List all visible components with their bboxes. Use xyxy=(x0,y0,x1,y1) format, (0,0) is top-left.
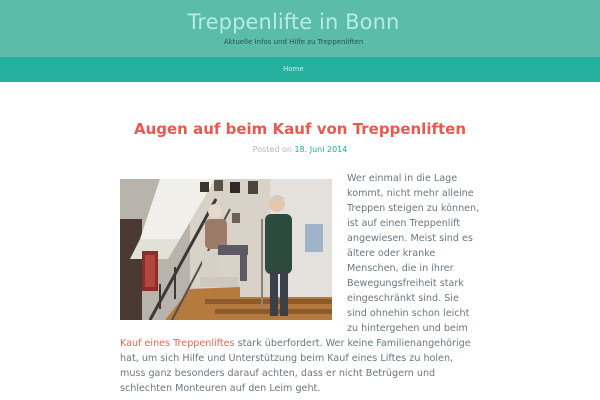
nav-home-link[interactable]: Home xyxy=(283,65,304,73)
post-date-link[interactable]: 18. Juni 2014 xyxy=(294,145,348,154)
post-title[interactable]: Augen auf beim Kauf von Treppenliften xyxy=(133,120,467,138)
site-tagline: Aktuelle Infos und Hilfe zu Treppenliften xyxy=(223,38,364,46)
post-body-text-2: stark überfordert. Wer keine Familienangehörige hat, um sich Hilfe und Unterstützung beim Kauf eines Liftes zu holen, muss ganz besonders darauf achten, dass er nicht Betrügern und schlechten Monteuren auf den Leim geht. xyxy=(120,338,471,394)
site-title[interactable]: Treppenlifte in Bonn xyxy=(187,10,400,34)
post-meta xyxy=(0,145,600,154)
kauf-treppenlift-link[interactable]: Kauf eines Treppenliftes xyxy=(120,338,235,349)
nav-bar xyxy=(0,57,600,82)
post-body-text-1: Wer einmal in die Lage kommt, nicht mehr alleine Treppen steigen zu können, ist auf einen Treppenlift angewiesen. Meist sind es ältere oder kranke Menschen, die in ihrer Bewegungsfreiheit stark eingeschränkt sind. Sie sind ohnehin schon leicht zu hintergehen und beim xyxy=(347,173,480,334)
stairlift-photo xyxy=(120,179,332,320)
site-header xyxy=(0,0,600,57)
posted-on-label: Posted on xyxy=(252,145,292,154)
